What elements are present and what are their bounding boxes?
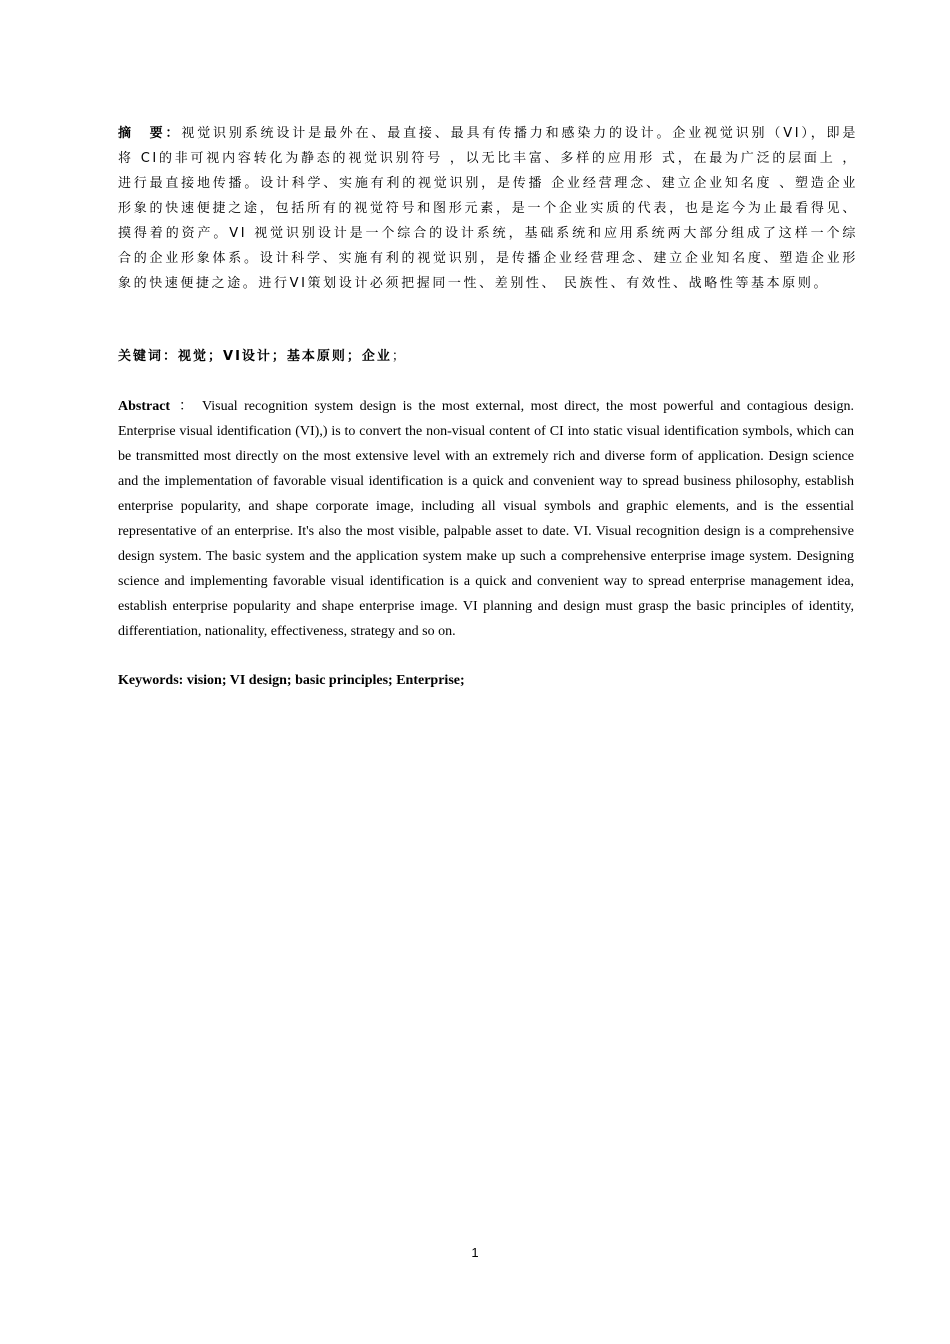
english-abstract-label: Abstract bbox=[118, 399, 171, 414]
english-abstract bbox=[118, 394, 854, 644]
chinese-abstract-label: 摘 要： bbox=[118, 126, 182, 141]
english-abstract-text: Visual recognition system design is the most external, most direct, the most powerful and contagious design. Enterprise visual identification (VI),) is to convert the non-visual content of CI into static visual identification symbols, which can be transmitted most directly on the most extensive level with an extremely rich and diverse form of application. Design science and the implementation of favorable visual identification is a quick and convenient way to spread business philosophy, establish enterprise popularity, and shape corporate image, including all visual symbols and graphic elements, and is the essential representative of an enterprise. It's also the most visible, palpable asset to date. VI. Visual recognition design is a comprehensive design system. The basic system and the application system make up such a comprehensive enterprise image system. Designing science and implementing favorable visual identification is a quick and convenient way to spread enterprise management idea, establish enterprise popularity and shape enterprise image. VI planning and design must grasp the basic principles of identity, differentiation, nationality, effectiveness, strategy and so on. bbox=[118, 399, 855, 639]
page-number: 1 bbox=[471, 1245, 479, 1260]
chinese-keywords-trailing: ； bbox=[391, 349, 407, 364]
chinese-abstract-text: 视觉识别系统设计是最外在、最直接、最具有传播力和感染力的设计。企业视觉识别（VI），即是将 CI的非可视内容转化为静态的视觉识别符号 ，以无比丰富、多样的应用形 式，在最为广泛的层面上 ，进行最直接地传播。设计科学、实施有利的视觉识别，是传播 企业经营理念、建立企业知名度 、塑造企业形象的快速便捷之途，包括所有的视觉符号和图形元素，是一个企业实质的代表，也是迄今为止最看得见、摸得着的资产。VI 视觉识别设计是一个综合的设计系统，基础系统和应用系统两大部分组成了这样一个综合的企业形象体系。设计科学、实施有利的视觉识别，是传播企业经营理念、建立企业知名度、塑造企业形象的快速便捷之途。进行VI策划设计必须把握同一性、差别性、 民族性、有效性、战略性等基本原则。 bbox=[118, 126, 858, 291]
chinese-keywords-text: 视觉；VI设计；基本原则；企业 bbox=[178, 349, 392, 364]
chinese-keywords bbox=[118, 344, 858, 369]
chinese-keywords-label: 关键词： bbox=[118, 349, 179, 364]
english-abstract-separator: ： bbox=[176, 399, 196, 414]
english-keywords: Keywords: vision; VI design; basic principles; Enterprise; bbox=[118, 673, 465, 688]
chinese-abstract bbox=[118, 121, 858, 296]
